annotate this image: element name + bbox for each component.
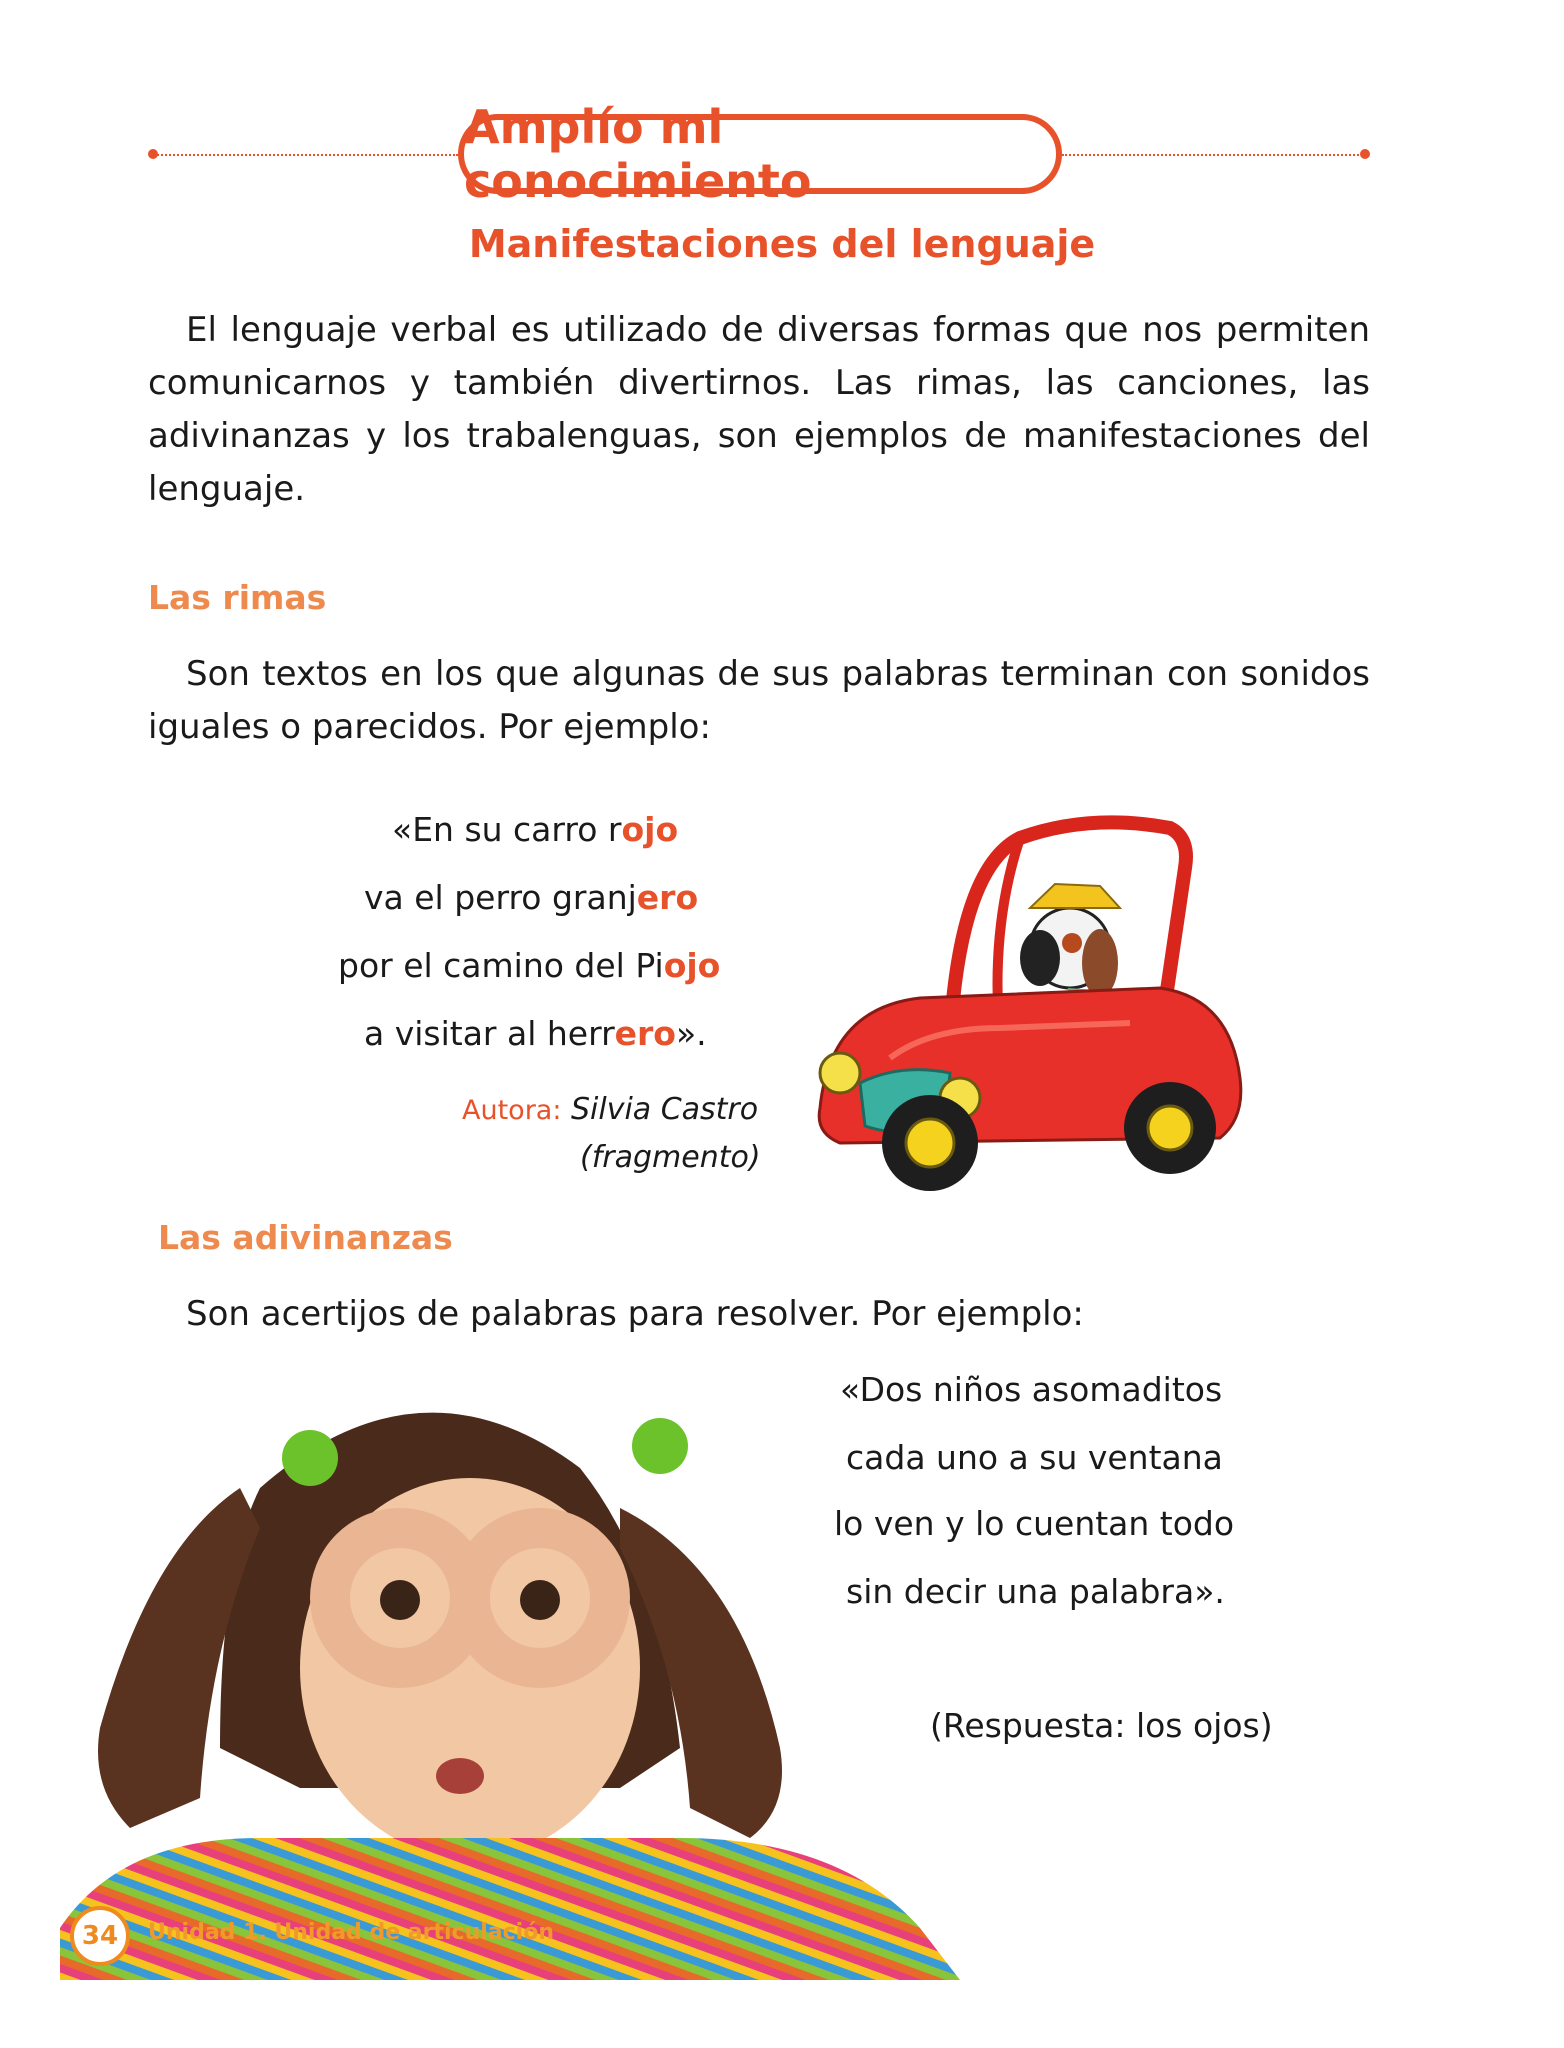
banner-dot-right (1360, 149, 1370, 159)
page-number: 34 (70, 1906, 130, 1966)
adivinanzas-paragraph: Son acertijos de palabras para resolver. Por ejemplo: (186, 1294, 1084, 1334)
intro-paragraph: El lenguaje verbal es utilizado de diversas formas que nos permiten comunicarnos y también divertirnos. Las rimas, las canciones, las adivinanzas y los trabalenguas, son ejemplos de manifestaciones del lenguaje. (148, 310, 1370, 509)
banner-line-right (1062, 154, 1366, 156)
adivinanzas-heading: Las adivinanzas (158, 1218, 453, 1257)
poem-line-2: va el perro granjero (364, 878, 699, 917)
riddle-line-1: «Dos niños asomaditos (840, 1370, 1223, 1409)
poem-author: Autora: Silvia Castro (462, 1092, 759, 1127)
banner-dot-left (148, 149, 158, 159)
green-hair-tie-right (632, 1418, 688, 1474)
rimas-heading: Las rimas (148, 578, 327, 617)
riddle-line-2: cada uno a su ventana (846, 1438, 1223, 1477)
riddle-answer: (Respuesta: los ojos) (930, 1706, 1273, 1745)
section-subtitle: Manifestaciones del lenguaje (468, 222, 1096, 266)
poem-line-4: a visitar al herrero». (364, 1014, 707, 1053)
unit-label: Unidad 1. Unidad de articulación (148, 1920, 554, 1945)
rimas-paragraph: Son textos en los que algunas de sus palabras terminan con sonidos iguales o parecidos. Por ejemplo: (148, 654, 1370, 747)
riddle-line-4: sin decir una palabra». (846, 1572, 1225, 1611)
poem-line-1: «En su carro rojo (392, 810, 679, 849)
riddle-line-3: lo ven y lo cuentan todo (834, 1504, 1235, 1543)
red-car-dog-illustration (800, 808, 1260, 1208)
green-hair-tie-left (282, 1430, 338, 1486)
poem-line-3: por el camino del Piojo (338, 946, 721, 985)
banner-title: Amplío mi conocimiento (458, 114, 1062, 194)
girl-photo (60, 1368, 960, 1980)
banner-line-left (154, 154, 458, 156)
poem-note: (fragmento) (580, 1140, 761, 1175)
